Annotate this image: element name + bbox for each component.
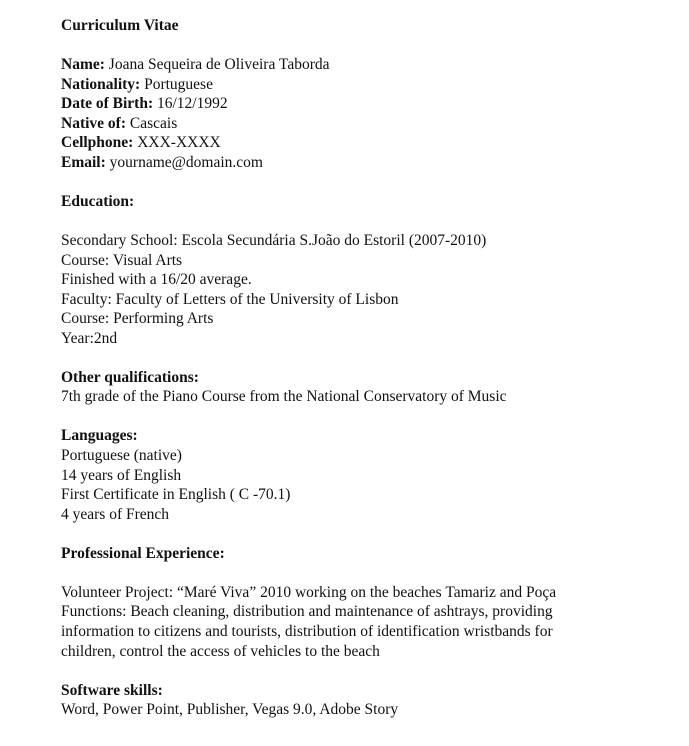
field-label: Native of: bbox=[61, 114, 126, 132]
spacer bbox=[61, 348, 661, 368]
personal-cellphone bbox=[61, 133, 661, 153]
field-value: Joana Sequeira de Oliveira Taborda bbox=[108, 56, 330, 74]
spacer bbox=[61, 524, 661, 544]
software-skills-heading: Software skills: bbox=[61, 681, 163, 699]
field-value: Portuguese bbox=[144, 75, 213, 93]
spacer bbox=[61, 211, 661, 231]
document-title: Curriculum Vitae bbox=[61, 17, 179, 34]
field-label: Email: bbox=[61, 153, 106, 171]
professional-experience-line: children, control the access of vehicles to the beach bbox=[61, 642, 380, 660]
field-label: Nationality: bbox=[61, 75, 141, 93]
spacer bbox=[61, 172, 661, 192]
languages-line: Portuguese (native) bbox=[61, 447, 182, 465]
education-heading: Education: bbox=[61, 192, 135, 210]
education-line: Course: Visual Arts bbox=[61, 251, 183, 269]
professional-experience-line: Volunteer Project: “Maré Viva” 2010 working on the beaches Tamariz and Poça bbox=[61, 583, 557, 601]
field-value: 16/12/1992 bbox=[157, 95, 228, 113]
education-line: Course: Performing Arts bbox=[61, 310, 214, 328]
personal-email bbox=[61, 153, 661, 173]
spacer bbox=[61, 36, 661, 56]
professional-experience-line: Functions: Beach cleaning, distribution and maintenance of ashtrays, providing bbox=[61, 603, 553, 621]
professional-experience-line: information to citizens and tourists, distribution of identification wristbands for bbox=[61, 622, 553, 640]
personal-name bbox=[61, 55, 661, 75]
languages-line: First Certificate in English ( C -70.1) bbox=[61, 486, 291, 504]
education-line: Year:2nd bbox=[61, 329, 118, 347]
field-label: Name: bbox=[61, 56, 105, 74]
personal-dob bbox=[61, 94, 661, 114]
spacer bbox=[61, 563, 661, 583]
other-qualifications-heading: Other qualifications: bbox=[61, 368, 199, 386]
spacer bbox=[61, 407, 661, 427]
field-label: Date of Birth: bbox=[61, 95, 154, 113]
education-line: Secondary School: Escola Secundária S.João do Estoril (2007-2010) bbox=[61, 232, 487, 250]
spacer bbox=[61, 661, 661, 681]
personal-native bbox=[61, 114, 661, 134]
other-qualifications-line: 7th grade of the Piano Course from the National Conservatory of Music bbox=[61, 388, 507, 406]
languages-line: 4 years of French bbox=[61, 505, 170, 523]
field-value: yourname@domain.com bbox=[109, 153, 263, 171]
field-value: Cascais bbox=[129, 114, 178, 132]
field-label: Cellphone: bbox=[61, 134, 134, 152]
education-line: Finished with a 16/20 average. bbox=[61, 271, 252, 289]
software-skills-line: Word, Power Point, Publisher, Vegas 9.0, Adobe Story bbox=[61, 701, 399, 719]
languages-heading: Languages: bbox=[61, 427, 138, 445]
cv-document bbox=[61, 16, 661, 720]
languages-line: 14 years of English bbox=[61, 466, 182, 484]
field-value: XXX-XXXX bbox=[137, 134, 221, 152]
education-line: Faculty: Faculty of Letters of the University of Lisbon bbox=[61, 290, 399, 308]
personal-nationality bbox=[61, 75, 661, 95]
professional-experience-heading: Professional Experience: bbox=[61, 544, 225, 562]
